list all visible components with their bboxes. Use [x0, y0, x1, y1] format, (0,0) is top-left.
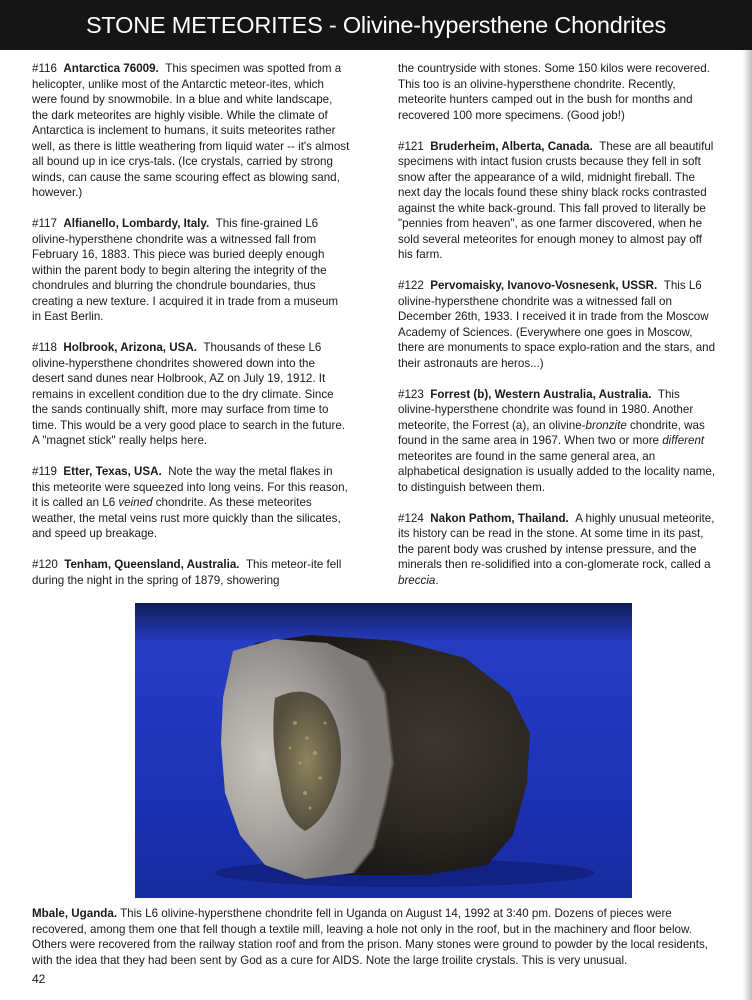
entry-title: Alfianello, Lombardy, Italy. — [63, 217, 210, 230]
entry-text: This olivine-hypersthene chondrite was found in 1980. Another meteorite, the Forrest (a), an olivine- — [398, 387, 694, 432]
page-header — [0, 0, 752, 50]
entry-number: #117 — [32, 217, 57, 230]
entry-text: This meteor-ite fell during the night in the spring of 1879, showering — [32, 558, 342, 587]
left-column — [32, 61, 350, 604]
entry-text: These are all beautiful specimens with intact fusion crusts because they fell in soft snow after the appearance of a wild, midnight fireball. The next day the locals found these shiny black rocks contrasted against the white back-ground. This fall proved to literally be "pennies from heaven", as one farmer discovered, when he sold several meteorites for enough money to almost pay off his farm. — [398, 139, 714, 261]
entry-title: Bruderheim, Alberta, Canada. — [430, 139, 593, 153]
entry-text: This fine-grained L6 olivine-hypersthene chondrite was a witnessed fall from February 16, 1883. This piece was buried deeply enough within the parent body to begin altering the integrity of the chondrules and blurring the chondrule boundaries, thus creating a new texture. I acquired it in trade from a museum in East Berlin. — [32, 217, 339, 323]
entry-italic-text: breccia — [398, 573, 436, 587]
catalog-entry — [398, 387, 718, 496]
caption-title: Mbale, Uganda. — [32, 907, 118, 920]
entry-text: chondrite, was found in the same area in 1967. When two or more — [398, 418, 705, 447]
catalog-entry — [32, 216, 350, 325]
entry-number: #121 — [398, 139, 424, 153]
entry-number: #118 — [32, 341, 57, 354]
entry-number: #116 — [32, 62, 57, 75]
entry-number: #124 — [398, 511, 424, 525]
entry-title: Tenham, Queensland, Australia. — [64, 558, 240, 571]
catalog-entry — [398, 139, 718, 263]
catalog-entry — [398, 278, 718, 371]
page-edge-shadow — [742, 50, 752, 1000]
entry-text: This L6 olivine-hypersthene chondrite was a witnessed fall on December 26th, 1933. I received it in trade from the Moscow Academy of Sciences. (Everywhere one goes in Moscow, there are monuments to space explo-ration and the stars, and their astronauts are heros...) — [398, 279, 716, 370]
entry-title: Nakon Pathom, Thailand. — [430, 511, 569, 525]
entry-text: . — [435, 573, 439, 587]
catalog-entry — [32, 464, 350, 542]
caption-text: This L6 olivine-hypersthene chondrite fell in Uganda on August 14, 1992 at 3:40 pm. Dozens of pieces were recovered, among them one that fell though a textile mill, leaving a hole not only in the roof, but in the machinery and floor below. Others were recovered from the railway station roof and from the prison. Many stones were ground to powder by the local residents, with the idea that they had been sent by God as a cure for AIDS. Note the large troilite crystals. This is very unusual. — [32, 907, 708, 968]
entry-italic-text: veined — [118, 496, 153, 509]
header-title: STONE METEORITES - Olivine-hypersthene Chondrites — [85, 12, 667, 38]
entry-number: #123 — [398, 387, 424, 401]
entry-title: Antarctica 76009. — [63, 62, 159, 75]
catalog-entry — [398, 511, 718, 589]
catalog-entry — [398, 61, 718, 123]
entry-text: Note the way the metal flakes in this meteorite were squeezed into long veins. For this reason, it is called an L6 — [32, 465, 348, 509]
entry-text: chondrite. As these meteorites weather, the metal veins rust more quickly than the silicates, and speed up breakage. — [32, 496, 341, 540]
catalog-entry — [32, 340, 350, 449]
entry-title: Forrest (b), Western Australia, Australia. — [430, 387, 652, 401]
entry-number: #119 — [32, 465, 57, 478]
right-column — [398, 61, 718, 604]
entry-number: #122 — [398, 279, 424, 292]
entry-text: meteorites are found in the same general area, an alphabetical designation is usually added to the locality name, to distinguish between them. — [398, 449, 716, 494]
entry-text: A highly unusual meteorite, its history can be read in the stone. At some time in its past, the parent body was crushed by intense pressure, and the minerals then re-solidified into a con-glomerate rock, called a — [398, 511, 715, 571]
page-number: 42 — [32, 972, 46, 986]
entry-italic-text: different — [662, 434, 705, 447]
meteorite-photo — [135, 603, 632, 898]
entry-title: Pervomaisky, Ivanovo-Vosnesenk, USSR. — [430, 279, 658, 292]
photo-caption — [32, 906, 720, 969]
entry-text: This specimen was spotted from a helicopter, unlike most of the Antarctic meteor-ites, which were found by snowmobile. In a blue and white landscape, the dark meteorites are highly visible. While the climate of Antarctica is inclement to humans, it suits meteorites rather well, as there is little weathering from liquid water -- it's almost all bound up in ice crys-tals. (Ice crystals, carried by strong winds, can cause the same scouring effect as blowing sand, however.) — [32, 62, 350, 199]
entry-title: Etter, Texas, USA. — [63, 465, 162, 478]
entry-text: the countryside with stones. Some 150 kilos were recovered. This too is an olivine-hypersthene chondrite. Recently, meteorite hunters camped out in the bush for months and recovered 100 more specimens. (Good job!) — [398, 62, 710, 122]
entry-text: Thousands of these L6 olivine-hypersthene chondrites showered down into the desert sand dunes near Holbrook, AZ on July 19, 1912. It remains in excellent condition due to the dry climate. Since the sands continually shift, more may surface from time to time. This would be a very good place to search in the future. A "magnet stick" really helps here. — [32, 341, 345, 447]
entry-number: #120 — [32, 558, 58, 571]
entry-italic-text: bronzite — [585, 418, 627, 432]
catalog-entry — [32, 61, 350, 201]
entry-title: Holbrook, Arizona, USA. — [63, 341, 197, 354]
catalog-entry — [32, 557, 350, 588]
